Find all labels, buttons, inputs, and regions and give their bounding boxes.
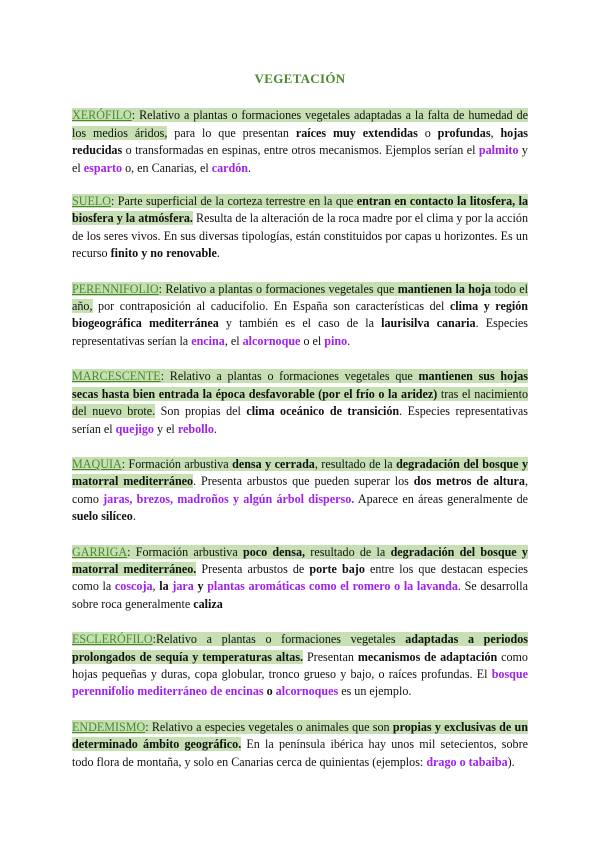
- definition-esclerofilo: ESCLERÓFILO:Relativo a plantas o formaciones vegetales adaptadas a periodos prolongados de sequía y temperaturas altas. Presentan mecanismos de adaptación como hojas pequeñas y duras, copa globular, tronco grueso y bajo, o raíces profundas. El bosque perennifolio mediterráneo de encinas o alcornoques es un ejemplo.: [72, 632, 528, 699]
- definition-suelo: SUELO: Parte superficial de la corteza terrestre en la que entran en contacto la litosfera, la biosfera y la atmósfera. Resulta de la alteración de la roca madre por el clima y por la acción de los seres vivos. En sus diversas tipologías, están constituidos por capas u horizontes. Es un recurso finito y no renovable.: [72, 194, 528, 261]
- term: MARCESCENTE: [72, 369, 161, 384]
- term: XERÓFILO: [72, 108, 132, 123]
- definition-perennifolio: PERENNIFOLIO: Relativo a plantas o formaciones vegetales que mantienen la hoja todo el año, por contraposición al caducifolio. En España son características del clima y región biogeográfica mediterránea y también es el caso de la laurisilva canaria. Especies representativas serían la encina, el alcornoque o el pino.: [72, 281, 529, 348]
- definition-endemismo: ENDEMISMO: Relativo a especies vegetales o animales que son propias y exclusivas de un determinado ámbito geográfico. En la península ibérica hay unos mil setecientos, sobre todo flora de montaña, y solo en Canarias cerca de quinientas (ejemplos: drago o tabaiba).: [72, 719, 528, 769]
- term: SUELO: [72, 194, 111, 209]
- term: ENDEMISMO: [72, 719, 146, 734]
- definition-xerofilo: XERÓFILO: Relativo a plantas o formaciones vegetales adaptadas a la falta de humedad de los medios áridos, para lo que presentan raíces muy extendidas o profundas, hojas reducidas o transformadas en espinas, entre otros mecanismos. Ejemplos serían el palmito y el esparto o, en Canarias, el cardón.: [72, 108, 529, 175]
- document-title: VEGETACIÓN: [254, 71, 346, 86]
- definition-maquia: MAQUIA: Formación arbustiva densa y cerrada, resultado de la degradación del bosque y matorral mediterráneo. Presenta arbustos que pueden superar los dos metros de altura, como jaras, brezos, madroños y algún árbol disperso. Aparece en áreas generalmente de suelo silíceo.: [72, 456, 529, 524]
- document-page: [72, 70, 528, 789]
- term: GARRIGA: [72, 544, 128, 559]
- definition-marcescente: MARCESCENTE: Relativo a plantas o formaciones vegetales que mantienen sus hojas secas hasta bien entrada la época desfavorable (por el frío o la aridez) tras el nacimiento del nuevo brote. Son propias del clima oceánico de transición. Especies representativas serían el quejigo y el rebollo.: [72, 369, 529, 436]
- term: PERENNIFOLIO: [72, 281, 159, 296]
- term: ESCLERÓFILO: [72, 632, 153, 647]
- definition-garriga: GARRIGA: Formación arbustiva poco densa, resultado de la degradación del bosque y matorral mediterráneo. Presenta arbustos de porte bajo entre los que destacan especies como la coscoja, la jara y plantas aromáticas como el romero o la lavanda. Se desarrolla sobre roca generalmente caliza: [72, 544, 529, 611]
- term: MAQUIA: [72, 456, 122, 471]
